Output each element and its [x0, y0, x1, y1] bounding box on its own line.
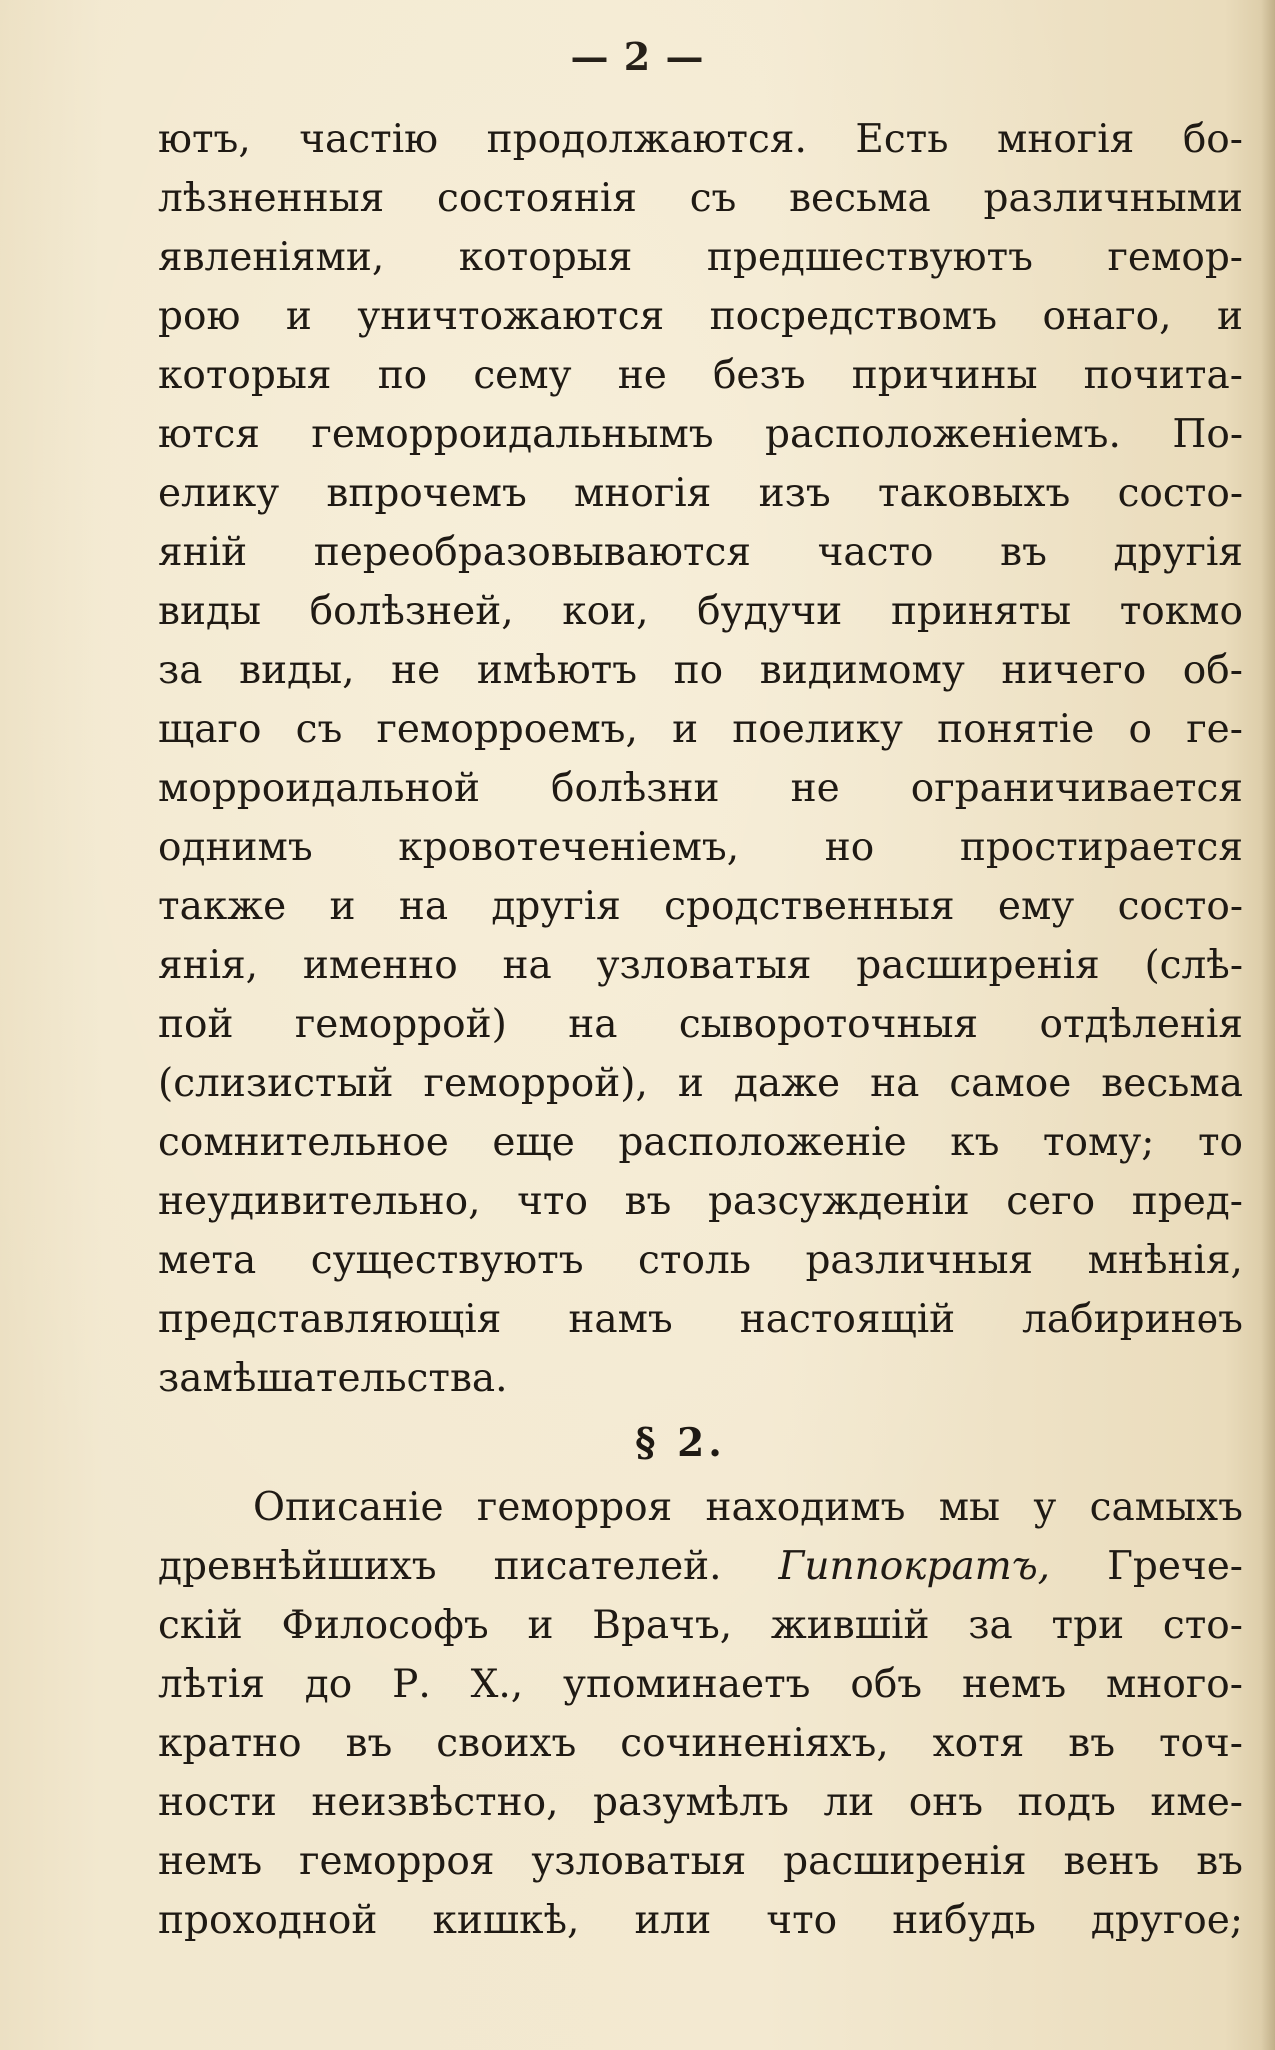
text-line: пой геморрой) на сывороточныя отдѣленія	[158, 1002, 1243, 1047]
text-line: щаго съ геморроемъ, и поелику понятіе о ге-	[158, 707, 1243, 752]
text-line: виды болѣзней, кои, будучи приняты токмо	[158, 589, 1243, 634]
paragraph-1	[158, 110, 1243, 1408]
text-line: также и на другія сродственныя ему состо-	[158, 884, 1243, 929]
page-body	[158, 110, 1243, 1950]
section-heading: § 2.	[635, 1420, 726, 1466]
text-line: яній переобразовываются часто въ другія	[158, 530, 1243, 575]
text-line: кратно въ своихъ сочиненіяхъ, хотя въ точ-	[158, 1721, 1243, 1766]
text-line: лѣзненныя состоянія съ весьма различными	[158, 176, 1243, 221]
text-line: явленіями, которыя предшествуютъ гемор-	[158, 235, 1243, 280]
text-line: лѣтія до Р. Х., упоминаетъ объ немъ много-	[158, 1662, 1243, 1707]
text-line: Описаніе геморроя находимъ мы у самыхъ	[253, 1485, 1243, 1530]
text-line: замѣшательства.	[158, 1356, 508, 1401]
text-line: ются геморроидальнымъ расположеніемъ. По-	[158, 412, 1243, 457]
text-line: мета существуютъ столь различныя мнѣнія,	[158, 1238, 1243, 1283]
text-line: сомнительное еще расположеніе къ тому; то	[158, 1120, 1243, 1165]
text-line: ютъ, частію продолжаются. Есть многія бо-	[158, 117, 1243, 162]
text-line: морроидальной болѣзни не ограничивается	[158, 766, 1243, 811]
page-edge-shadow	[1261, 0, 1275, 2050]
text-line: за виды, не имѣютъ по видимому ничего об-	[158, 648, 1243, 693]
text-line: ности неизвѣстно, разумѣлъ ли онъ подъ име-	[158, 1780, 1243, 1825]
text-line: неудивительно, что въ разсужденіи сего пред-	[158, 1179, 1243, 1224]
text-line: скій Философъ и Врачъ, жившій за три сто-	[158, 1603, 1243, 1648]
text-line: (слизистый геморрой), и даже на самое весьма	[158, 1061, 1243, 1106]
text-line: проходной кишкѣ, или что нибудь другое;	[158, 1898, 1243, 1943]
text-line: рою и уничтожаются посредствомъ онаго, и	[158, 294, 1243, 339]
text-line: которыя по сему не безъ причины почита-	[158, 353, 1243, 398]
page-number: — 2 —	[570, 34, 705, 79]
text-line: немъ геморроя узловатыя расширенія венъ въ	[158, 1839, 1243, 1884]
paragraph-2	[158, 1478, 1243, 1950]
text-line: древнѣйшихъ писателей. Гиппократъ, Грече-	[158, 1544, 1243, 1589]
text-line: елику впрочемъ многія изъ таковыхъ состо-	[158, 471, 1243, 516]
text-line: представляющія намъ настоящій лабиринѳъ	[158, 1297, 1243, 1342]
text-line: янія, именно на узловатыя расширенія (слѣ-	[158, 943, 1243, 988]
text-line: однимъ кровотеченіемъ, но простирается	[158, 825, 1243, 870]
